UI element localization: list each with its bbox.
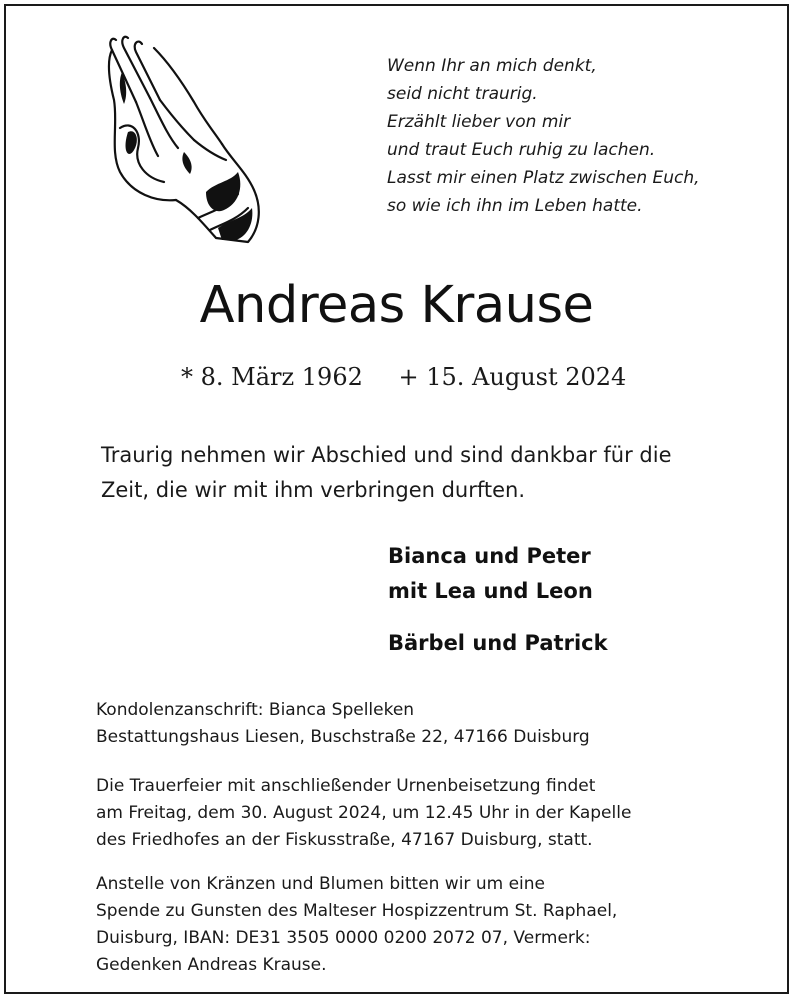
donation-line: Duisburg, IBAN: DE31 3505 0000 0200 2072 07, Vermerk: [96,928,591,948]
obituary-frame [4,4,789,994]
farewell-line: Zeit, die wir mit ihm verbringen durften. [101,478,526,502]
death-date: + 15. August 2024 [398,363,627,391]
farewell-line: Traurig nehmen wir Abschied und sind dankbar für die [101,443,672,467]
condolence-address [96,697,756,751]
poem-line: und traut Euch ruhig zu lachen. [387,140,656,160]
ceremony-line: Die Trauerfeier mit anschließender Urnenbeisetzung findet [96,776,596,796]
family-line: Bianca und Peter [388,544,591,568]
ceremony-notice [96,773,756,854]
condolence-line: Bestattungshaus Liesen, Buschstraße 22, 47166 Duisburg [96,727,590,747]
family-line: Bärbel und Patrick [388,631,608,655]
poem [387,52,700,220]
ceremony-line: des Friedhofes an der Fiskusstraße, 47167 Duisburg, statt. [96,830,593,850]
ceremony-line: am Freitag, dem 30. August 2024, um 12.45 Uhr in der Kapelle [96,803,632,823]
donation-line: Gedenken Andreas Krause. [96,955,327,975]
farewell-text [101,438,751,508]
poem-line: Erzählt lieber von mir [387,112,571,132]
donation-line: Spende zu Gunsten des Malteser Hospizzentrum St. Raphael, [96,901,618,921]
family-line: mit Lea und Leon [388,579,593,603]
poem-line: Wenn Ihr an mich denkt, [387,56,597,76]
poem-line: seid nicht traurig. [387,84,538,104]
deceased-name: Andreas Krause [199,276,594,335]
life-dates [181,363,626,391]
poem-line: Lasst mir einen Platz zwischen Euch, [387,168,700,188]
donation-notice [96,871,756,979]
praying-hands-icon [98,32,266,246]
condolence-line: Kondolenzanschrift: Bianca Spelleken [96,700,415,720]
birth-date: * 8. März 1962 [181,363,363,391]
poem-line: so wie ich ihn im Leben hatte. [387,196,643,216]
donation-line: Anstelle von Kränzen und Blumen bitten wir um eine [96,874,545,894]
